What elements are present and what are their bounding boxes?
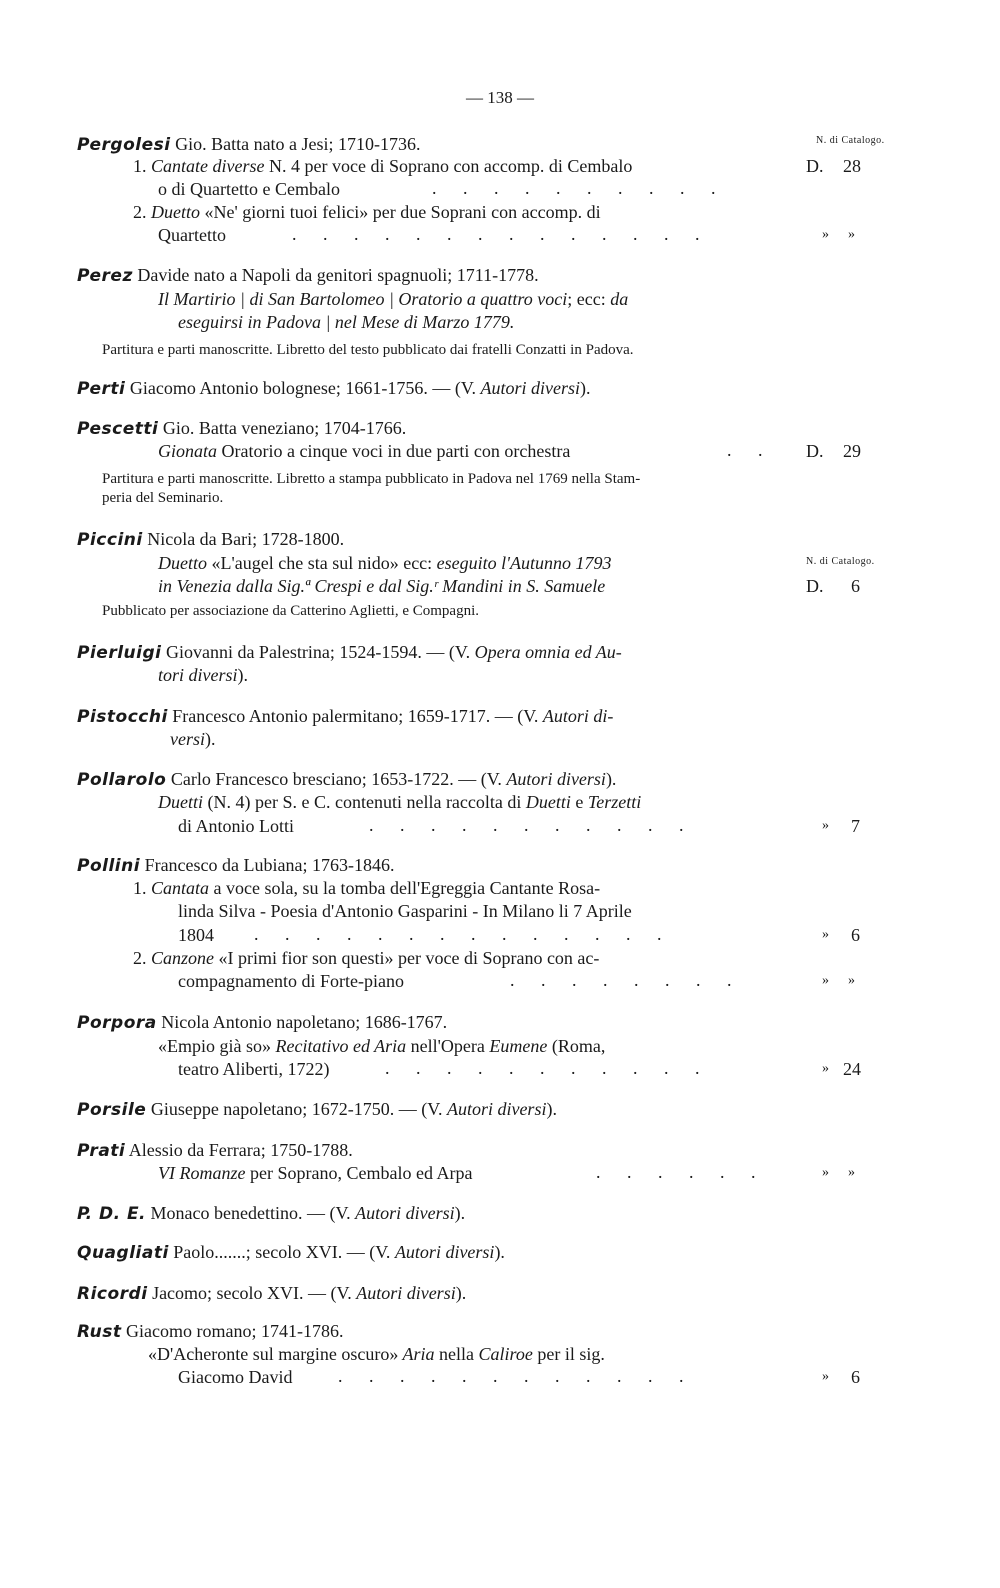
composer-info: Monaco benedettino. — (V. [150,1203,351,1223]
catalog-ref-prefix: » [822,973,829,988]
composer-info: Nicola da Bari; 1728-1800. [147,529,345,549]
catalog-ref-number: 29 [843,441,861,461]
leader-dots: . . . . . . . . . . . . [338,1366,695,1386]
entry-note: Pubblicato per associazione da Catterino Aglietti, e Compagni. [102,603,479,619]
reference-close: ). [205,729,216,749]
work-text: teatro Aliberti, 1722) [178,1059,330,1079]
composer-name: Pollarolo [77,770,167,790]
reference-close: ). [454,1203,466,1223]
catalog-ref-number: 28 [843,156,861,176]
composer-info: Alessio da Ferrara; 1750-1788. [128,1140,353,1160]
work-title: Cantate diverse [151,156,265,176]
reference-close: ). [605,769,617,789]
work-title: Duetti [158,792,203,812]
work-title: Duetto [151,202,200,222]
composer-name: Piccini [77,530,143,550]
work-text: «Ne' giorni tuoi felici» per due Soprani con accomp. di [200,202,601,222]
composer-name: Pescetti [77,419,159,439]
work-number: 1. [133,878,147,898]
reference-close: ). [494,1242,505,1262]
leader-dots: . . . . . . . . . . [432,178,727,198]
page-number: — 138 — [466,88,534,107]
composer-info: Francesco da Lubiana; 1763-1846. [144,855,395,875]
catalog-ref-number: » [848,1165,855,1180]
work-title: eseguirsi in Padova | nel Mese di Marzo 1779. [178,312,515,332]
work-title: Gionata [158,441,218,461]
work-text: «I primi fior son questi» per voce di Soprano con ac- [214,948,600,968]
work-number: 1. [133,156,147,176]
composer-name: Porpora [77,1013,157,1033]
composer-info: Gio. Batta veneziano; 1704-1766. [162,418,407,438]
work-text: per Soprano, Cembalo ed Arpa [245,1163,473,1183]
work-title: Eumene [484,1036,548,1056]
catalog-ref-prefix: » [822,1369,829,1384]
catalog-ref-prefix: D. [806,441,824,461]
catalog-ref-number: » [848,973,855,988]
leader-dots: . . . . . . . . . . . [369,815,695,835]
cross-reference: versi [170,729,205,749]
cross-reference: Autori diversi [394,1242,495,1262]
reference-close: ). [237,665,248,685]
cross-reference: Autori diversi [506,769,606,789]
composer-name: Pierluigi [77,643,162,663]
leader-dots: . . . . . . . . . . . [385,1058,711,1078]
catalog-ref-prefix: D. [806,576,824,596]
work-title: Duetto [158,553,207,573]
cross-reference: Opera omnia ed Au- [474,642,622,662]
catalog-ref-prefix: D. [806,156,824,176]
composer-info: Davide nato a Napoli da genitori spagnuoli; 1711-1778. [137,265,539,285]
catalog-header: N. di Catalogo. [816,135,885,146]
catalog-ref-number: 7 [851,816,860,836]
composer-name: Rust [77,1322,122,1342]
work-text: eseguito l'Autunno 1793 [432,553,612,573]
work-text: nella [434,1344,475,1364]
composer-info: Paolo.......; secolo XVI. — (V. [173,1242,391,1262]
cross-reference: Autori diversi [446,1099,547,1119]
composer-info: Francesco Antonio palermitano; 1659-1717. — (V. [172,706,539,726]
work-text: N. 4 per voce di Soprano con accomp. di Cembalo [264,156,633,176]
composer-info: Carlo Francesco bresciano; 1653-1722. — (V. [170,769,502,789]
work-text: nell'Opera [406,1036,485,1056]
entry-note: Partitura e parti manoscritte. Libretto del testo pubblicato dai fratelli Conzatti in Padova. [102,342,634,358]
work-text: o di Quartetto e Cembalo [158,179,340,199]
catalog-ref-number: 6 [851,925,860,945]
catalog-header: N. di Catalogo. [806,556,875,567]
composer-name: Quagliati [77,1243,169,1263]
work-number: 2. [133,948,147,968]
work-text: (N. 4) per S. e C. contenuti nella raccolta di [203,792,522,812]
composer-name: P. D. E. [77,1204,147,1224]
work-title: Recitativo ed Aria [271,1036,407,1056]
work-text: 1804 [178,925,214,945]
entry-note: Partitura e parti manoscritte. Libretto a stampa pubblicato in Padova nel 1769 nella Stam- [102,471,641,487]
work-text: per il sig. [532,1344,605,1364]
work-text: «L'augel che sta sul nido» ecc: [207,553,433,573]
leader-dots: . . . . . . . . . . . . . . [292,224,711,244]
work-text: Giacomo David [178,1367,293,1387]
composer-name: Pergolesi [77,135,171,155]
work-text: Terzetti [583,792,642,812]
work-title: Canzone [151,948,214,968]
cross-reference: Autori diversi [480,378,581,398]
catalog-ref-number: » [848,227,855,242]
composer-info: Giacomo romano; 1741-1786. [126,1321,344,1341]
cross-reference: tori diversi [158,665,238,685]
work-text: (Roma, [547,1036,606,1056]
work-title: Caliroe [474,1344,533,1364]
work-text: «D'Acheronte sul margine oscuro» [148,1344,399,1364]
composer-info: Nicola Antonio napoletano; 1686-1767. [161,1012,448,1032]
catalog-ref-number: 6 [851,1367,860,1387]
composer-name: Porsile [77,1100,147,1120]
cross-reference: Autori diversi [356,1283,456,1303]
leader-dots: . . . . . . . . [510,970,743,990]
cross-reference: Autori diversi [355,1203,455,1223]
catalog-ref-prefix: » [822,227,829,242]
work-number: 2. [133,202,147,222]
work-text: linda Silva - Poesia d'Antonio Gasparini - In Milano li 7 Aprile [178,901,632,921]
work-text: Duetti [521,792,571,812]
composer-info: Giovanni da Palestrina; 1524-1594. — (V. [165,642,471,662]
composer-info: Gio. Batta nato a Jesi; 1710-1736. [175,134,421,154]
composer-name: Pistocchi [77,707,168,727]
work-text: Quartetto [158,225,226,245]
work-text: e [570,792,584,812]
composer-name: Perti [77,379,126,399]
work-title: Cantata [151,878,210,898]
work-text: Oratorio a cinque voci in due parti con orchestra [217,441,571,461]
catalog-ref-prefix: » [822,927,829,942]
composer-name: Prati [77,1141,126,1161]
composer-name: Perez [77,266,133,286]
composer-info: Giacomo Antonio bolognese; 1661-1756. — (V. [129,378,477,398]
reference-close: ). [580,378,591,398]
work-text: in Venezia dalla Sig.ª Crespi e dal Sig.ʳ Mandini in S. Samuele [158,576,606,596]
leader-dots: . . . . . . [596,1162,767,1182]
work-text: ; ecc: [567,289,606,309]
reference-close: ). [546,1099,557,1119]
composer-info: Giuseppe napoletano; 1672-1750. — (V. [150,1099,443,1119]
catalog-ref-prefix: » [822,1061,829,1076]
composer-name: Ricordi [77,1284,148,1304]
work-title: VI Romanze [158,1163,246,1183]
catalog-ref-prefix: » [822,818,829,833]
composer-name: Pollini [77,856,141,876]
catalog-ref-number: 6 [851,576,860,596]
composer-info: Jacomo; secolo XVI. — (V. [152,1283,352,1303]
work-text: «Empio già so» [158,1036,271,1056]
cross-reference: Autori di- [542,706,614,726]
entry-note: peria del Seminario. [102,490,224,506]
work-text: a voce sola, su la tomba dell'Egreggia Cantante Rosa- [209,878,601,898]
work-title: Aria [398,1344,435,1364]
work-text: compagnamento di Forte-piano [178,971,404,991]
work-text: di Antonio Lotti [178,816,295,836]
leader-dots: . . . . . . . . . . . . . . [254,924,673,944]
work-text: da [610,289,629,309]
leader-dots: . . [727,440,774,460]
reference-close: ). [455,1283,467,1303]
work-title: Il Martirio | di San Bartolomeo | Oratorio a quattro voci [158,289,568,309]
catalog-ref-number: 24 [843,1059,861,1079]
catalog-ref-prefix: » [822,1165,829,1180]
